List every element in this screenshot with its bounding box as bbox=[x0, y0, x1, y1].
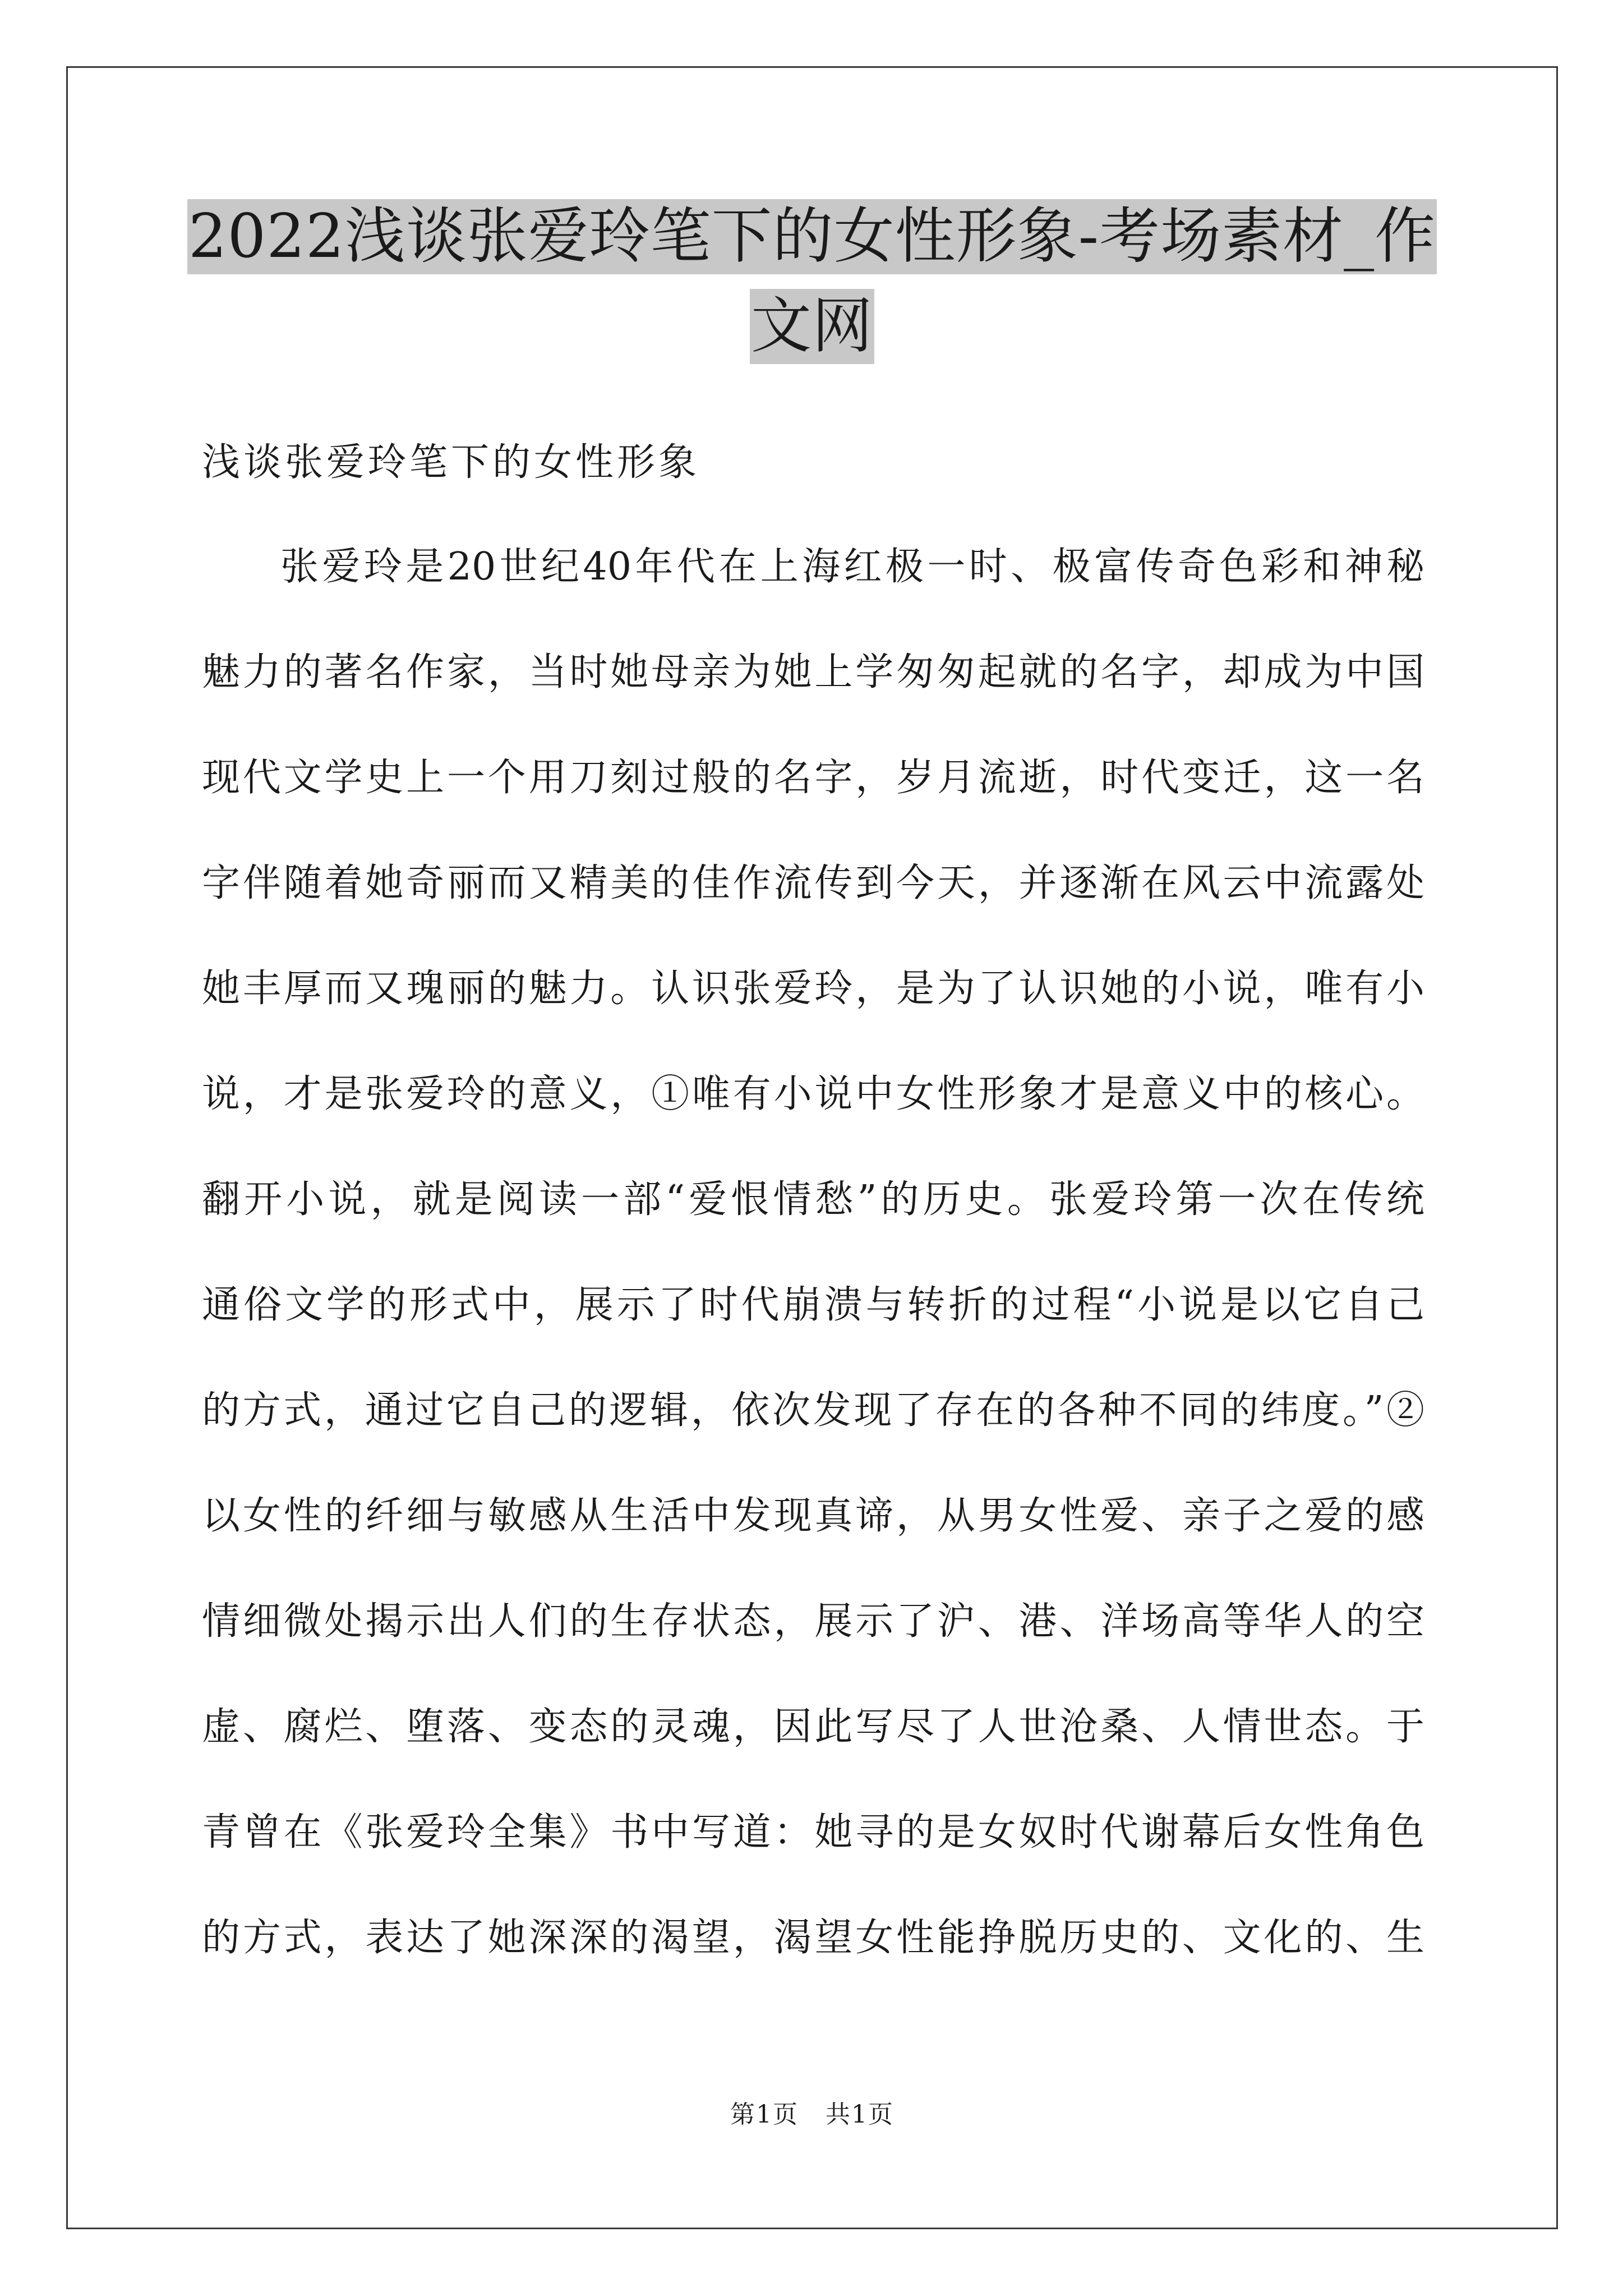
body-line: 现代文学史上一个用刀刻过般的名字，岁月流逝，时代变迁，这一名 bbox=[202, 756, 1424, 800]
body-line: 她丰厚而又瑰丽的魅力。认识张爱玲，是为了认识她的小说，唯有小 bbox=[202, 967, 1424, 1011]
body-line: 的方式，通过它自己的逻辑，依次发现了存在的各种不同的纬度。”② bbox=[202, 1388, 1424, 1433]
article-subtitle: 浅谈张爱玲笔下的女性形象 bbox=[202, 440, 700, 485]
article-body bbox=[202, 542, 1424, 2018]
body-line: 情细微处揭示出人们的生存状态，展示了沪、港、洋场高等华人的空 bbox=[202, 1599, 1424, 1644]
body-line: 通俗文学的形式中，展示了时代崩溃与转折的过程“小说是以它自己 bbox=[202, 1283, 1424, 1327]
body-line: 虚、腐烂、堕落、变态的灵魂，因此写尽了人世沧桑、人情世态。于 bbox=[202, 1705, 1424, 1749]
body-line: 以女性的纤细与敏感从生活中发现真谛，从男女性爱、亲子之爱的感 bbox=[202, 1494, 1424, 1538]
body-line: 的方式，表达了她深深的渴望，渴望女性能挣脱历史的、文化的、生 bbox=[202, 1916, 1424, 1960]
body-line: 魅力的著名作家，当时她母亲为她上学匆匆起就的名字，却成为中国 bbox=[202, 650, 1424, 694]
document-title bbox=[66, 199, 1558, 379]
title-line-1: 2022浅谈张爱玲笔下的女性形象-考场素材_作 bbox=[187, 199, 1437, 274]
body-line: 张爱玲是20世纪40年代在上海红极一时、极富传奇色彩和神秘 bbox=[280, 545, 1424, 589]
title-line-2: 文网 bbox=[750, 289, 874, 364]
page-footer: 第1页 共1页 bbox=[730, 2100, 894, 2129]
body-line: 青曾在《张爱玲全集》书中写道：她寻的是女奴时代谢幕后女性角色 bbox=[202, 1810, 1424, 1855]
body-line: 说，才是张爱玲的意义，①唯有小说中女性形象才是意义中的核心。 bbox=[202, 1072, 1424, 1116]
body-line: 字伴随着她奇丽而又精美的佳作流传到今天，并逐渐在风云中流露处 bbox=[202, 861, 1424, 905]
body-line: 翻开小说，就是阅读一部“爱恨情愁”的历史。张爱玲第一次在传统 bbox=[202, 1177, 1424, 1222]
